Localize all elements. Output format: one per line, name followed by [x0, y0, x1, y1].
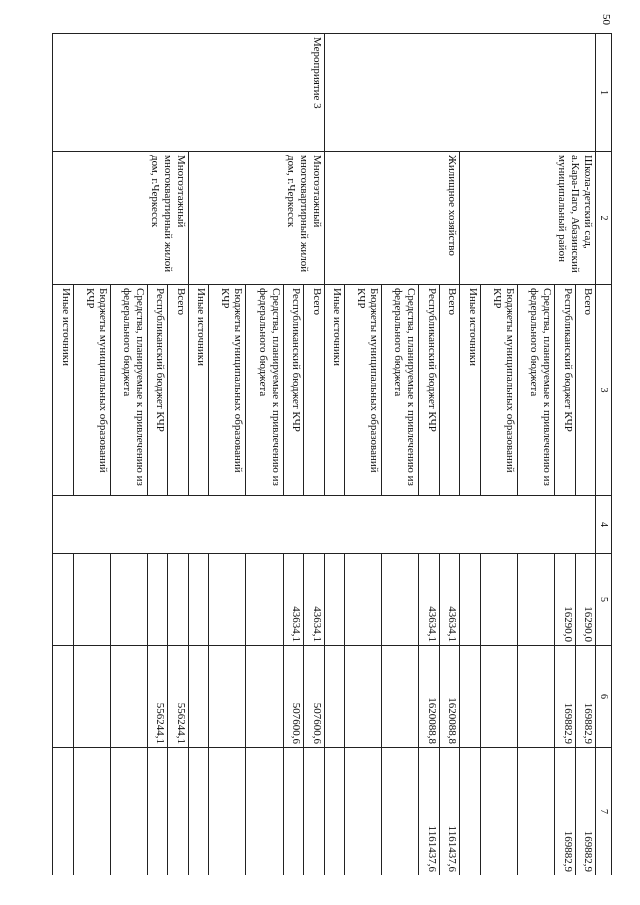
value-col5 — [53, 554, 74, 646]
value-col7 — [460, 748, 480, 876]
value-col6 — [480, 646, 517, 748]
value-col7 — [73, 748, 110, 876]
measure-cell — [324, 34, 595, 152]
value-col6 — [324, 646, 344, 748]
value-col6: 507600,6 — [304, 646, 324, 748]
value-col6: 169882,9 — [575, 646, 595, 748]
value-col6 — [188, 646, 208, 748]
value-col7: 169882,9 — [575, 748, 595, 876]
table-row — [304, 34, 324, 876]
value-col7 — [209, 748, 246, 876]
source-label: Бюджеты муниципальных образований КЧР — [209, 285, 246, 496]
header-col-2: 2 — [596, 152, 612, 285]
source-label: Всего — [304, 285, 324, 496]
source-label: Всего — [439, 285, 459, 496]
source-label: Республиканский бюджет КЧР — [419, 285, 439, 496]
source-label: Бюджеты муниципальных образований КЧР — [73, 285, 110, 496]
value-col5: 43634,1 — [439, 554, 459, 646]
value-col7 — [345, 748, 382, 876]
rotated-table-container — [52, 33, 612, 875]
value-col7 — [382, 748, 419, 876]
value-col7 — [168, 748, 188, 876]
value-col5 — [324, 554, 344, 646]
value-col6 — [460, 646, 480, 748]
source-label: Иные источники — [188, 285, 208, 496]
value-col7 — [517, 748, 554, 876]
value-col7 — [283, 748, 303, 876]
source-label: Средства, планируемые к привлечению из федерального бюджета — [517, 285, 554, 496]
value-col6 — [345, 646, 382, 748]
value-col6: 1620088,8 — [419, 646, 439, 748]
object-cell: Жилищное хозяйство — [324, 152, 460, 285]
source-label: Республиканский бюджет КЧР — [283, 285, 303, 496]
value-col6 — [382, 646, 419, 748]
value-col7: 1161437,6 — [419, 748, 439, 876]
value-col6 — [53, 646, 74, 748]
source-label: Бюджеты муниципальных образований КЧР — [480, 285, 517, 496]
object-cell: Многоэтажный многоквартирный жилой дом, г.Черкесск — [53, 152, 189, 285]
source-label: Средства, планируемые к привлечению из федерального бюджета — [110, 285, 147, 496]
source-label: Бюджеты муниципальных образований КЧР — [345, 285, 382, 496]
value-col6 — [246, 646, 283, 748]
document-page — [52, 33, 612, 875]
source-label: Иные источники — [53, 285, 74, 496]
source-label: Республиканский бюджет КЧР — [555, 285, 575, 496]
value-col5 — [345, 554, 382, 646]
value-col6 — [73, 646, 110, 748]
measure-cell: Мероприятие 3 — [53, 34, 325, 152]
header-row — [596, 34, 612, 876]
source-label: Средства, планируемые к привлечению из федерального бюджета — [382, 285, 419, 496]
value-col7 — [246, 748, 283, 876]
value-col5: 43634,1 — [283, 554, 303, 646]
table-row — [575, 34, 595, 876]
value-col6 — [209, 646, 246, 748]
source-label: Иные источники — [324, 285, 344, 496]
budget-table — [52, 33, 612, 875]
col4-cell — [53, 496, 596, 554]
table-row — [439, 34, 459, 876]
source-label: Всего — [575, 285, 595, 496]
value-col5 — [73, 554, 110, 646]
value-col5 — [209, 554, 246, 646]
value-col5 — [168, 554, 188, 646]
value-col5: 43634,1 — [304, 554, 324, 646]
value-col6: 169882,9 — [555, 646, 575, 748]
value-col5 — [147, 554, 167, 646]
value-col6 — [110, 646, 147, 748]
value-col5 — [460, 554, 480, 646]
table-row — [168, 34, 188, 876]
value-col7 — [324, 748, 344, 876]
value-col5 — [110, 554, 147, 646]
value-col6: 1620088,8 — [439, 646, 459, 748]
value-col5 — [382, 554, 419, 646]
value-col5 — [188, 554, 208, 646]
value-col7 — [304, 748, 324, 876]
value-col6: 556244,1 — [168, 646, 188, 748]
source-label: Иные источники — [460, 285, 480, 496]
value-col7 — [480, 748, 517, 876]
value-col5: 16290,0 — [575, 554, 595, 646]
value-col5 — [480, 554, 517, 646]
header-col-4: 4 — [596, 496, 612, 554]
value-col5: 43634,1 — [419, 554, 439, 646]
value-col7: 1161437,6 — [439, 748, 459, 876]
value-col7 — [147, 748, 167, 876]
value-col7 — [110, 748, 147, 876]
header-col-3: 3 — [596, 285, 612, 496]
header-col-5: 5 — [596, 554, 612, 646]
header-col-1: 1 — [596, 34, 612, 152]
value-col5: 16290,0 — [555, 554, 575, 646]
value-col7 — [188, 748, 208, 876]
object-cell: Многоэтажный многоквартирный жилой дом, г.Черкесск — [188, 152, 324, 285]
value-col6: 556244,1 — [147, 646, 167, 748]
page-number: 50 — [600, 14, 612, 25]
source-label: Всего — [168, 285, 188, 496]
value-col5 — [517, 554, 554, 646]
value-col6 — [517, 646, 554, 748]
value-col7: 169882,9 — [555, 748, 575, 876]
value-col5 — [246, 554, 283, 646]
source-label: Республиканский бюджет КЧР — [147, 285, 167, 496]
header-col-6: 6 — [596, 646, 612, 748]
source-label: Средства, планируемые к привлечению из федерального бюджета — [246, 285, 283, 496]
value-col7 — [53, 748, 74, 876]
header-col-7: 7 — [596, 748, 612, 876]
object-cell: Школа-детский сад, а.Кара-Паго, Абазинский муниципальный район — [460, 152, 596, 285]
value-col6: 507600,6 — [283, 646, 303, 748]
